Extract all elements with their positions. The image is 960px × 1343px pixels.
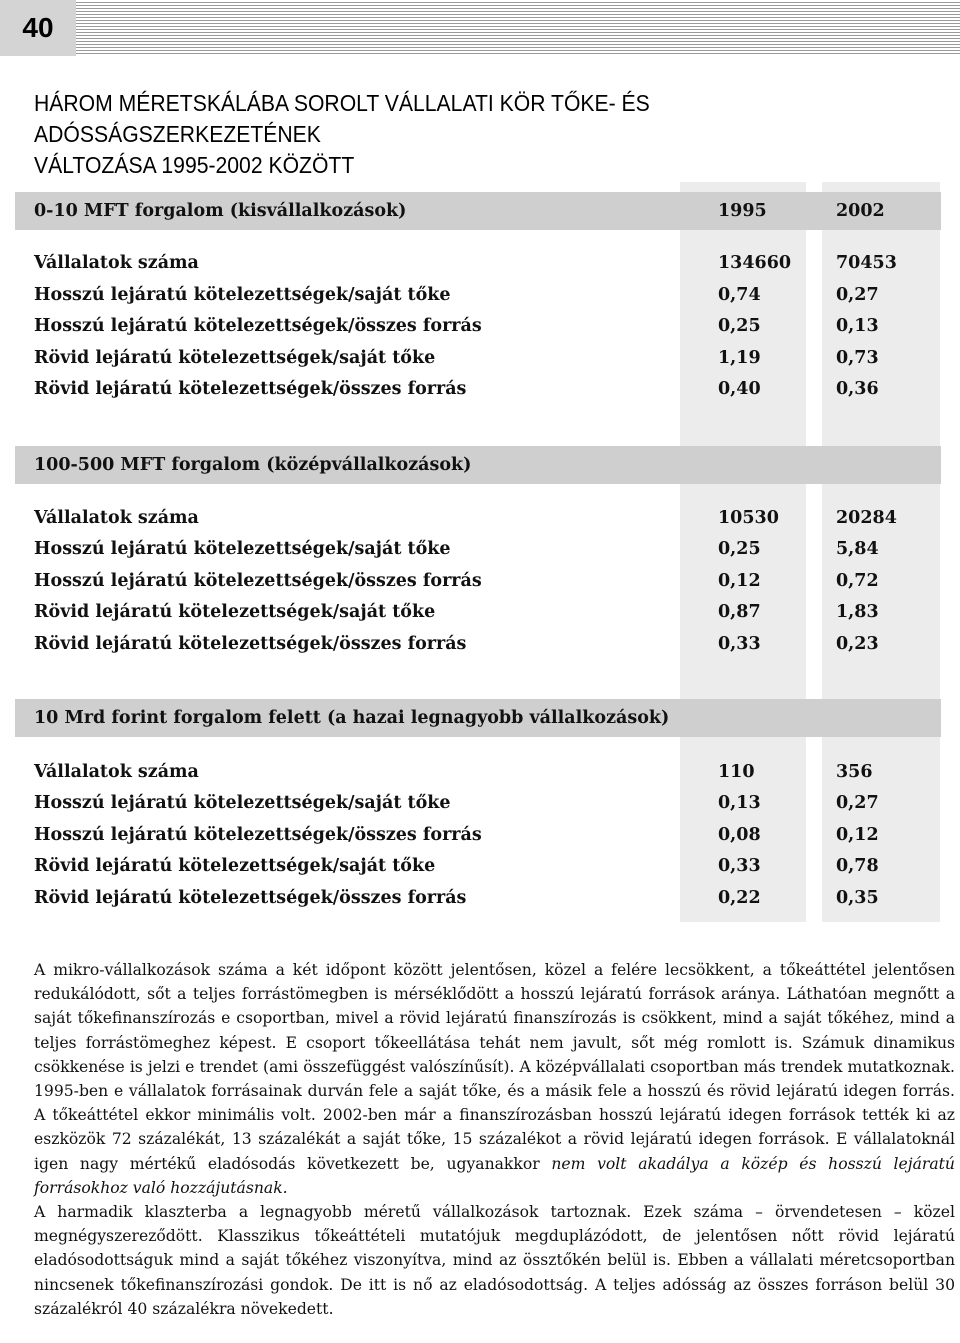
value-1995: 0,12 [718,571,761,591]
value-1995: 0,87 [718,602,761,622]
body-text [34,958,955,1321]
value-2002: 0,36 [836,379,879,399]
value-1995: 0,25 [718,316,761,336]
row-label: Rövid lejáratú kötelezettségek/saját tőke [34,602,436,622]
value-2002: 0,35 [836,888,879,908]
section-heading: 100-500 MFT forgalom (középvállalkozások) [34,455,472,475]
column-header-1995: 1995 [718,201,767,221]
row-label: Hosszú lejáratú kötelezettségek/saját tőke [34,539,451,559]
value-2002: 20284 [836,508,897,528]
table-row [0,630,960,658]
table-row [0,852,960,880]
page-number: 40 [0,0,76,56]
table-row [0,504,960,532]
table-row [0,344,960,372]
table-row [0,884,960,912]
table-row [0,535,960,563]
value-1995: 0,74 [718,285,761,305]
value-2002: 0,27 [836,793,879,813]
value-1995: 110 [718,762,755,782]
table-row [0,375,960,403]
table-row [0,312,960,340]
table-row [0,249,960,277]
row-label: Hosszú lejáratú kötelezettségek/összes forrás [34,825,482,845]
value-2002: 1,83 [836,602,879,622]
page-header [0,0,960,56]
table-row [0,281,960,309]
value-1995: 134660 [718,253,792,273]
value-2002: 0,27 [836,285,879,305]
value-1995: 0,33 [718,634,761,654]
value-1995: 0,13 [718,793,761,813]
value-2002: 0,12 [836,825,879,845]
table-row [0,598,960,626]
row-label: Vállalatok száma [34,762,199,782]
header-stripes [76,0,960,56]
row-label: Vállalatok száma [34,508,199,528]
value-1995: 10530 [718,508,779,528]
row-label: Rövid lejáratú kötelezettségek/összes forrás [34,634,467,654]
row-label: Rövid lejáratú kötelezettségek/összes forrás [34,379,467,399]
paragraph-2 [34,1200,955,1321]
value-1995: 0,25 [718,539,761,559]
table-row [0,758,960,786]
row-label: Hosszú lejáratú kötelezettségek/összes forrás [34,571,482,591]
section-heading: 0-10 MFT forgalom (kisvállalkozások) [34,201,407,221]
title-line-2: VÁLTOZÁSA 1995-2002 KÖZÖTT [34,152,355,178]
value-2002: 0,72 [836,571,879,591]
section-2-heading-row [0,451,960,479]
value-2002: 70453 [836,253,897,273]
row-label: Rövid lejáratú kötelezettségek/összes forrás [34,888,467,908]
value-1995: 0,33 [718,856,761,876]
value-1995: 0,08 [718,825,761,845]
value-2002: 0,23 [836,634,879,654]
value-2002: 356 [836,762,873,782]
paragraph-1 [34,958,955,1200]
table-row [0,789,960,817]
value-1995: 0,40 [718,379,761,399]
paragraph-1-italic: nem volt akadálya a közép és hosszú lejáratú forrásokhoz való hozzájutásnak. [34,1154,955,1197]
document-title [34,88,862,181]
table-row [0,821,960,849]
row-label: Hosszú lejáratú kötelezettségek/saját tőke [34,285,451,305]
value-2002: 0,78 [836,856,879,876]
row-label: Rövid lejáratú kötelezettségek/saját tőke [34,348,436,368]
value-2002: 5,84 [836,539,879,559]
table-row [0,567,960,595]
column-header-2002: 2002 [836,201,885,221]
row-label: Rövid lejáratú kötelezettségek/saját tőke [34,856,436,876]
value-2002: 0,13 [836,316,879,336]
row-label: Hosszú lejáratú kötelezettségek/saját tőke [34,793,451,813]
value-1995: 0,22 [718,888,761,908]
title-line-1: HÁROM MÉRETSKÁLÁBA SOROLT VÁLLALATI KÖR TŐKE- ÉS ADÓSSÁGSZERKEZETÉNEK [34,90,650,147]
section-1-heading-row [0,197,960,225]
section-heading: 10 Mrd forint forgalom felett (a hazai legnagyobb vállalkozások) [34,708,670,728]
value-1995: 1,19 [718,348,761,368]
paragraph-2-text: A harmadik klaszterba a legnagyobb méretű vállalkozások tartoznak. Ezek száma – örvendetesen – közel megnégyszereződött. Klasszikus tőkeáttételi mutatójuk megduplázódott, de jelentősen nőtt rövid lejáratú eladósodottságuk mind a saját tőkéhez viszonyítva, mind az össztőkén belül is. Ebben a vállalati méretcsoportban nincsenek tőkefinanszírozási gondok. De itt is nő az eladósodottság. A teljes adósság az összes forráson belül 30 százalékról 40 százalékra növekedett. [34,1203,955,1318]
paragraph-1-text: A mikro-vállalkozások száma a két időpont között jelentősen, közel a felére lecsökkent, a tőkeáttétel jelentősen redukálódott, sőt a teljes forrástömegben is mérséklődött a hosszú lejáratú források aránya. Láthatóan megnőtt a saját tőkefinanszírozás e csoportban, mivel a rövid lejáratú finanszírozás is csökkent, mind a saját tőkéhez, mind a teljes forrástömeghez képest. E csoport tőkeellátása tehát nem javult, sőt még romlott is. Számuk dinamikus csökkenése is jelzi e trendet (ami összefüggést valószínűsít). A középvállalati csoportban más trendek mutatkoznak. 1995-ben e vállalatok forrásainak durván fele a saját tőke, és a másik fele a hosszú és rövid lejáratú idegen forrás. A tőkeáttétel ekkor minimális volt. 2002-ben már a finanszírozásban hosszú lejáratú idegen források tették ki az eszközök 72 százalékát, 13 százalékát a saját tőke, 15 százalékot a rövid lejáratú idegen források. E vállalatoknál igen nagy mértékű eladósodás következett be, ugyanakkor [34,961,955,1173]
section-3-heading-row [0,704,960,732]
row-label: Hosszú lejáratú kötelezettségek/összes forrás [34,316,482,336]
value-2002: 0,73 [836,348,879,368]
row-label: Vállalatok száma [34,253,199,273]
